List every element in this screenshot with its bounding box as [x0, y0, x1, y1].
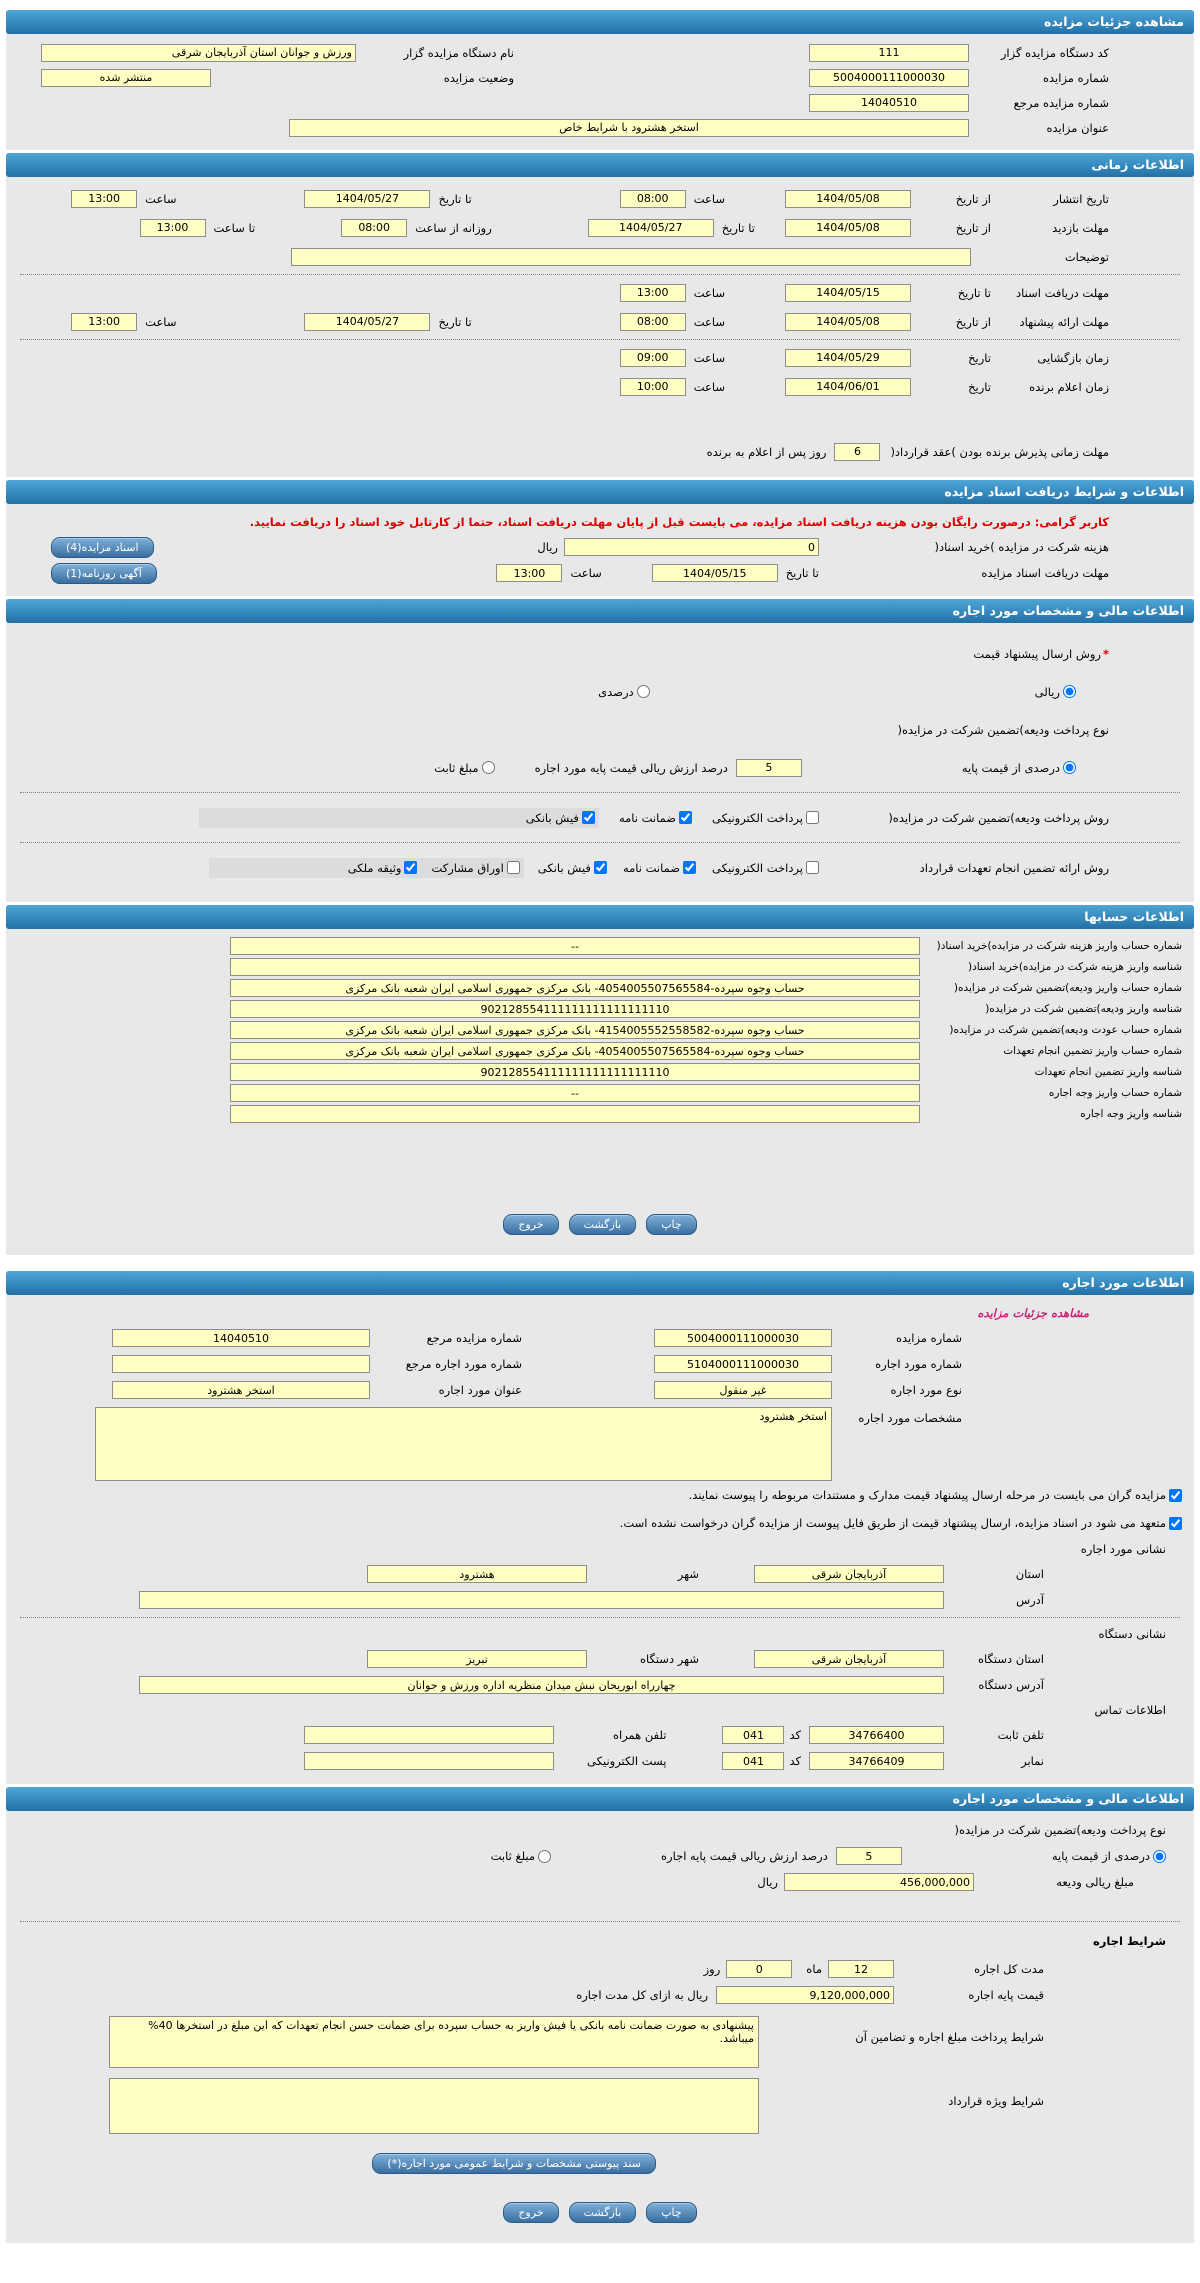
- doc-deadline-label: مهلت دریافت اسناد: [1016, 285, 1109, 300]
- dotted-separator: [20, 1921, 1180, 1922]
- offer-deadline-label: مهلت ارائه پیشنهاد: [1019, 314, 1109, 329]
- agency-address-heading: نشانی دستگاه: [1098, 1627, 1166, 1641]
- to-date-label: تا تاریخ: [957, 285, 991, 300]
- section-financial-info: [6, 599, 1194, 902]
- item-address-heading-row: [6, 1537, 1194, 1561]
- deposit-method-chip: [199, 808, 599, 828]
- doc-receive-deadline-date-input[interactable]: [652, 564, 778, 582]
- opening-time-input[interactable]: [620, 349, 686, 367]
- dotted-separator: [20, 339, 1180, 340]
- agency-city-input[interactable]: [367, 1650, 587, 1668]
- hour-label: ساعت: [145, 191, 177, 206]
- guarantee-method-row: [6, 854, 1194, 881]
- visit-to-date-input[interactable]: [588, 219, 714, 237]
- city-label: شهر: [677, 1567, 699, 1581]
- rental-conditions-heading-row: [6, 1926, 1194, 1956]
- section-rental-financial: [6, 1787, 1194, 2243]
- agency-name-label: نام دستگاه مزایده گزار: [403, 45, 514, 60]
- notes-row: [6, 243, 1194, 270]
- from-date-label: از تاریخ: [955, 220, 991, 235]
- actions-row: [6, 1202, 1194, 1245]
- account-row-label: شماره حساب واریز وجه اجاره: [1048, 1087, 1182, 1099]
- send-method-label-row: [6, 640, 1194, 667]
- auction-title-row: [6, 115, 1194, 140]
- attachment-row: [6, 2150, 1194, 2176]
- account-row: [6, 1104, 1194, 1124]
- view-auction-details-link-row: [6, 1301, 1194, 1325]
- date-label: تاریخ: [968, 350, 991, 365]
- agency-row: [6, 40, 1194, 65]
- duration-months-input[interactable]: [828, 1960, 894, 1978]
- deposit-amount-label: مبلغ ریالی ودیعه: [1056, 1875, 1134, 1889]
- deposit-type-options-row: [6, 754, 1194, 781]
- visit-deadline-label: مهلت بازدید: [1052, 220, 1109, 235]
- epay-checkbox[interactable]: [806, 861, 819, 874]
- special-terms-textarea[interactable]: [109, 2078, 759, 2134]
- agency-code-input[interactable]: [809, 44, 969, 62]
- percent-option-label: درصدی: [598, 684, 634, 699]
- section-header-timing: اطلاعات زمانی: [6, 153, 1194, 177]
- hour-label: ساعت: [693, 314, 725, 329]
- payment-terms-label: شرایط پرداخت مبلغ اجاره و تضامین آن: [855, 2030, 1044, 2044]
- deposit-type-label-row: [6, 1817, 1194, 1843]
- rental-item-no-row: [6, 1351, 1194, 1377]
- auction-ref-label: شماره مزایده مرجع: [1013, 95, 1109, 110]
- mobile-label: تلفن همراه: [612, 1728, 667, 1742]
- rental-item-spec-textarea[interactable]: [95, 1407, 832, 1481]
- notes-label: توضیحات: [1064, 249, 1109, 264]
- rial-radio[interactable]: [1063, 685, 1076, 698]
- special-terms-label: شرایط ویژه قرارداد: [948, 2094, 1044, 2108]
- duration-days-input[interactable]: [726, 1960, 792, 1978]
- rental-item-no-input[interactable]: [654, 1355, 832, 1373]
- account-row: [6, 936, 1194, 956]
- rental-item-type-row: [6, 1377, 1194, 1403]
- visit-from-time-input[interactable]: [341, 219, 407, 237]
- deposit-type-label: نوع پرداخت ودیعه)تضمین شرکت در مزایده(: [954, 1823, 1166, 1837]
- deposit-percent-suffix: درصد ارزش ریالی قیمت پایه مورد اجاره: [534, 760, 728, 775]
- rial-label: ریال: [757, 1875, 778, 1889]
- acceptance-deadline-label: مهلت زمانی پذیرش برنده بودن )عقد قرارداد(: [890, 444, 1109, 459]
- guarantee-method-guarantee-letter[interactable]: [623, 861, 696, 875]
- account-row-label: شناسه واریز هزینه شرکت در مزایده)خرید اسناد(: [967, 961, 1182, 973]
- bonds-checkbox[interactable]: [507, 861, 520, 874]
- acceptance-days-input[interactable]: [834, 443, 880, 461]
- auction-no-row: [6, 65, 1194, 90]
- print-button[interactable]: چاپ: [646, 1214, 697, 1235]
- account-row: [6, 1083, 1194, 1103]
- bank-slip-label: فیش بانکی: [537, 860, 591, 875]
- section-header-doc-conditions: اطلاعات و شرایط دریافت اسناد مزایده: [6, 480, 1194, 504]
- fixed-amount-label: مبلغ ثابت: [434, 760, 479, 775]
- phone-code-input[interactable]: [722, 1726, 784, 1744]
- section-header-financial-info: اطلاعات مالی و مشخصات مورد اجاره: [6, 599, 1194, 623]
- dotted-separator: [20, 792, 1180, 793]
- opening-time-label: زمان بازگشایی: [1037, 350, 1109, 365]
- visit-from-date-input[interactable]: [785, 219, 911, 237]
- city-input[interactable]: [367, 1565, 587, 1583]
- base-price-input[interactable]: [716, 1986, 894, 2004]
- deposit-type-label: نوع پرداخت ودیعه)تضمین شرکت در مزایده(: [897, 722, 1109, 737]
- hour-label: ساعت: [693, 350, 725, 365]
- deposit-id-input[interactable]: [230, 1000, 920, 1018]
- section-accounts: [6, 905, 1194, 1255]
- doc-receive-deadline-time-input[interactable]: [496, 564, 562, 582]
- opening-date-input[interactable]: [785, 349, 911, 367]
- to-hour-label: تا ساعت: [213, 220, 256, 235]
- section-header-accounts: اطلاعات حسابها: [6, 905, 1194, 929]
- fee-deposit-account-input[interactable]: [230, 937, 920, 955]
- publish-to-date-input[interactable]: [304, 190, 430, 208]
- section-header-rental-item: اطلاعات مورد اجاره: [6, 1271, 1194, 1295]
- deposit-type-options-row: [6, 1843, 1194, 1869]
- no-file-note-text: متعهد می شود در اسناد مزایده، ارسال پیشنهاد قیمت از طریق فایل پیوست از مزایده گران درخواست نشده است.: [619, 1516, 1166, 1530]
- auction-no-label: شماره مزایده: [1043, 70, 1109, 85]
- contact-heading-row: [6, 1698, 1194, 1722]
- auction-documents-button[interactable]: اسناد مزایده(4): [51, 537, 154, 558]
- auction-title-label: عنوان مزایده: [1046, 120, 1109, 135]
- auction-status-label: وضعیت مزایده: [443, 70, 514, 85]
- percent-of-base-label: درصدی از قیمت پایه: [1051, 1849, 1150, 1863]
- free-docs-warning-text: کاربر گرامی: درصورت رایگان بودن هزینه دریافت اسناد مزایده، می بایست قبل از پایان مهلت دریافت اسناد، حتما از کارتابل خود اسناد را دریافت نمایید.: [249, 515, 1109, 529]
- account-row-label: شماره حساب واریز هزینه شرکت در مزایده)خرید اسناد(: [936, 940, 1182, 952]
- agency-province-label: استان دستگاه: [977, 1652, 1044, 1666]
- address-input[interactable]: [139, 1591, 944, 1609]
- no-file-note-row: [6, 1509, 1194, 1537]
- rental-auction-no-row: [6, 1325, 1194, 1351]
- deposit-method-label: روش پرداخت ودیعه)تضمین شرکت در مزایده(: [888, 810, 1109, 825]
- deposit-account-input[interactable]: [230, 979, 920, 997]
- deposit-method-row: [6, 804, 1194, 831]
- attach-docs-note-row: [6, 1481, 1194, 1509]
- print-button[interactable]: چاپ: [646, 2202, 697, 2223]
- winner-announce-label: زمان اعلام برنده: [1029, 379, 1109, 394]
- bank-slip-label: فیش بانکی: [525, 810, 579, 825]
- item-province-city-row: [6, 1561, 1194, 1587]
- guarantee-method-bank-slip[interactable]: [538, 861, 607, 875]
- rental-item-type-label: نوع مورد اجاره: [890, 1383, 962, 1397]
- rental-item-type-input[interactable]: [654, 1381, 832, 1399]
- acceptance-deadline-suffix: روز پس از اعلام به برنده: [706, 444, 827, 459]
- winner-time-input[interactable]: [620, 378, 686, 396]
- percent-of-base-option[interactable]: [962, 761, 1076, 775]
- publish-date-row: [6, 185, 1194, 212]
- phone-label: تلفن ثابت: [997, 1728, 1044, 1742]
- publish-from-time-input[interactable]: [620, 190, 686, 208]
- exit-button[interactable]: خروج: [503, 1214, 558, 1235]
- base-price-row: [6, 1982, 1194, 2008]
- to-date-label: تا تاریخ: [785, 566, 819, 580]
- publish-from-date-input[interactable]: [785, 190, 911, 208]
- account-row-label: شماره حساب عودت ودیعه)تضمین شرکت در مزایده(: [949, 1024, 1182, 1036]
- agency-address-label: آدرس دستگاه: [978, 1678, 1044, 1692]
- newspaper-ad-button[interactable]: آگهی روزنامه(1): [51, 563, 157, 584]
- obligation-guarantee-account-input[interactable]: [230, 1042, 920, 1060]
- dotted-separator: [20, 1617, 1180, 1618]
- to-date-label: تا تاریخ: [721, 220, 755, 235]
- rental-item-ref-label: شماره مورد اجاره مرجع: [405, 1357, 522, 1371]
- deposit-percent-input[interactable]: [836, 1847, 902, 1865]
- attach-docs-checkbox[interactable]: [1169, 1489, 1182, 1502]
- deposit-refund-account-input[interactable]: [230, 1021, 920, 1039]
- agency-code-label: کد دستگاه مزایده گزار: [1000, 45, 1109, 60]
- rental-auction-no-input[interactable]: [654, 1329, 832, 1347]
- warning-row: [6, 510, 1194, 534]
- fax-label: نمابر: [1021, 1754, 1044, 1768]
- participation-fee-input[interactable]: [564, 538, 819, 556]
- percent-radio[interactable]: [637, 685, 650, 698]
- guarantee-method-chip: [209, 858, 524, 878]
- special-terms-row: [6, 2078, 1194, 2134]
- hour-label: ساعت: [693, 285, 725, 300]
- percent-of-base-label: درصدی از قیمت پایه: [961, 760, 1060, 775]
- from-date-label: از تاریخ: [955, 314, 991, 329]
- auction-title-input[interactable]: [289, 119, 969, 137]
- fax-input[interactable]: [809, 1752, 944, 1770]
- fixed-amount-option[interactable]: [434, 761, 494, 775]
- code-label: کد: [789, 1728, 801, 1742]
- rial-option[interactable]: [1035, 685, 1076, 699]
- percent-of-base-radio[interactable]: [1063, 761, 1076, 774]
- rental-duration-row: [6, 1956, 1194, 1982]
- fax-row: [6, 1748, 1194, 1774]
- obligation-guarantee-id-input[interactable]: [230, 1063, 920, 1081]
- offer-to-date-input[interactable]: [304, 313, 430, 331]
- rental-duration-label: مدت کل اجاره: [974, 1962, 1044, 1976]
- winner-date-input[interactable]: [785, 378, 911, 396]
- guarantee-method-label: روش ارائه تضمین انجام تعهدات قرارداد: [919, 860, 1109, 875]
- section-auction-details: [6, 10, 1194, 150]
- epay-label: پرداخت الکترونیکی: [712, 860, 803, 875]
- to-date-label: تا تاریخ: [438, 314, 472, 329]
- payment-terms-row: [6, 2016, 1194, 2068]
- bonds-label: اوراق مشارکت: [431, 860, 504, 875]
- deposit-amount-input[interactable]: [784, 1873, 974, 1891]
- agency-city-label: شهر دستگاه: [639, 1652, 699, 1666]
- rental-item-spec-label: مشخصات مورد اجاره: [858, 1411, 962, 1425]
- fixed-amount-radio[interactable]: [538, 1850, 551, 1863]
- offer-from-date-input[interactable]: [785, 313, 911, 331]
- auction-status-input[interactable]: [41, 69, 211, 87]
- hour-label: ساعت: [693, 191, 725, 206]
- attach-docs-note-text: مزایده گران می بایست در مرحله ارسال پیشنهاد قیمت مدارک و مستندات مربوطه را پیوست نمایند.: [688, 1488, 1166, 1502]
- rental-auction-no-label: شماره مزایده: [896, 1331, 962, 1345]
- account-row-label: شناسه واریز وجه اجاره: [1080, 1108, 1182, 1120]
- percent-of-base-radio[interactable]: [1153, 1850, 1166, 1863]
- base-price-suffix: ریال به ازای کل مدت اجاره: [576, 1988, 708, 2002]
- guarantee-method-property-collateral[interactable]: [348, 861, 418, 875]
- doc-deadline-row: [6, 279, 1194, 306]
- phone-row: [6, 1722, 1194, 1748]
- contact-heading: اطلاعات تماس: [1094, 1703, 1166, 1717]
- agency-province-input[interactable]: [754, 1650, 944, 1668]
- offer-to-time-input[interactable]: [71, 313, 137, 331]
- rental-auction-ref-input[interactable]: [112, 1329, 370, 1347]
- email-label: پست الکترونیکی: [587, 1754, 667, 1768]
- month-unit-label: ماه: [806, 1962, 822, 1976]
- required-asterisk: *: [1102, 646, 1109, 661]
- doc-receive-deadline-row: [6, 560, 1194, 586]
- to-date-label: تا تاریخ: [438, 191, 472, 206]
- rental-item-title-input[interactable]: [112, 1381, 370, 1399]
- account-row: [6, 1062, 1194, 1082]
- rial-option-label: ریالی: [1034, 684, 1060, 699]
- doc-deadline-time-input[interactable]: [620, 284, 686, 302]
- rental-item-ref-input[interactable]: [112, 1355, 370, 1373]
- rental-item-no-label: شماره مورد اجاره: [875, 1357, 962, 1371]
- daily-from-hour-label: روزانه از ساعت: [415, 220, 492, 235]
- account-row-label: شناسه واریز ودیعه)تضمین شرکت در مزایده(: [985, 1003, 1182, 1015]
- bank-slip-checkbox[interactable]: [582, 811, 595, 824]
- send-method-options-row: [6, 678, 1194, 705]
- base-price-label: قیمت پایه اجاره: [968, 1988, 1044, 2002]
- deposit-percent-suffix: درصد ارزش ریالی قیمت پایه اجاره: [661, 1849, 828, 1863]
- guarantee-letter-checkbox[interactable]: [683, 861, 696, 874]
- doc-receive-deadline-label: مهلت دریافت اسناد مزایده: [981, 566, 1109, 580]
- view-auction-details-link[interactable]: مشاهده جزئیات مزایده: [977, 1306, 1089, 1320]
- guarantee-letter-checkbox[interactable]: [679, 811, 692, 824]
- hour-label: ساعت: [693, 379, 725, 394]
- visit-deadline-row: [6, 214, 1194, 241]
- acceptance-deadline-row: [6, 438, 1194, 465]
- agency-province-city-row: [6, 1646, 1194, 1672]
- address-label: آدرس: [1016, 1593, 1044, 1607]
- agency-name-input[interactable]: [41, 44, 356, 62]
- from-date-label: از تاریخ: [955, 191, 991, 206]
- guarantee-letter-label: ضمانت نامه: [622, 860, 681, 875]
- attachment-document-button[interactable]: سند پیوستی مشخصات و شرایط عمومی مورد اجاره(*): [372, 2153, 656, 2174]
- hour-label: ساعت: [145, 314, 177, 329]
- auction-ref-row: [6, 90, 1194, 115]
- rial-label: ریال: [537, 540, 558, 554]
- fixed-amount-radio[interactable]: [482, 761, 495, 774]
- back-button[interactable]: بازگشت: [569, 2202, 637, 2223]
- epay-checkbox[interactable]: [806, 811, 819, 824]
- email-input[interactable]: [304, 1752, 554, 1770]
- rental-conditions-heading: شرایط اجاره: [1093, 1934, 1166, 1948]
- day-unit-label: روز: [703, 1962, 721, 1976]
- date-label: تاریخ: [968, 379, 991, 394]
- account-row: [6, 978, 1194, 998]
- deposit-method-guarantee-letter[interactable]: [619, 811, 692, 825]
- section-rental-item: [6, 1271, 1194, 1784]
- agency-address-heading-row: [6, 1622, 1194, 1646]
- send-method-label: روش ارسال پیشنهاد قیمت: [973, 646, 1101, 661]
- back-button[interactable]: بازگشت: [569, 1214, 637, 1235]
- participation-fee-label: هزینه شرکت در مزایده )خرید اسناد(: [934, 540, 1109, 554]
- section-doc-conditions: [6, 480, 1194, 596]
- phone-input[interactable]: [809, 1726, 944, 1744]
- mobile-input[interactable]: [304, 1726, 554, 1744]
- notes-input[interactable]: [291, 248, 971, 266]
- rent-payment-account-input[interactable]: [230, 1084, 920, 1102]
- actions-row: [6, 2190, 1194, 2233]
- deposit-method-epay[interactable]: [712, 811, 819, 825]
- rental-auction-ref-label: شماره مزایده مرجع: [426, 1331, 522, 1345]
- epay-label: پرداخت الکترونیکی: [712, 810, 803, 825]
- deposit-method-bank-slip[interactable]: [526, 811, 595, 825]
- property-collateral-label: وثیقه ملکی: [347, 860, 402, 875]
- percent-option[interactable]: [598, 685, 649, 699]
- exit-button[interactable]: خروج: [503, 2202, 558, 2223]
- opening-time-row: [6, 344, 1194, 371]
- code-label: کد: [789, 1754, 801, 1768]
- fee-deposit-id-input[interactable]: [230, 958, 920, 976]
- guarantee-method-epay[interactable]: [712, 861, 819, 875]
- account-row: [6, 957, 1194, 977]
- property-collateral-checkbox[interactable]: [404, 861, 417, 874]
- no-file-checkbox[interactable]: [1169, 1517, 1182, 1530]
- agency-address-input[interactable]: [139, 1676, 944, 1694]
- section-header-auction-details: مشاهده جزئیات مزایده: [6, 10, 1194, 34]
- item-address-heading: نشانی مورد اجاره: [1080, 1542, 1166, 1556]
- guarantee-method-bonds[interactable]: [431, 861, 519, 875]
- publish-date-label: تاریخ انتشار: [1053, 191, 1109, 206]
- fixed-amount-option[interactable]: [491, 1849, 551, 1863]
- account-row: [6, 1020, 1194, 1040]
- attach-docs-note-option[interactable]: [689, 1488, 1182, 1502]
- fax-code-input[interactable]: [722, 1752, 784, 1770]
- offer-from-time-input[interactable]: [620, 313, 686, 331]
- account-row: [6, 1041, 1194, 1061]
- payment-terms-textarea[interactable]: [109, 2016, 759, 2068]
- province-input[interactable]: [754, 1565, 944, 1583]
- account-row: [6, 999, 1194, 1019]
- deposit-percent-input[interactable]: [736, 759, 802, 777]
- dotted-separator: [20, 842, 1180, 843]
- agency-address-row: [6, 1672, 1194, 1698]
- hour-label: ساعت: [570, 566, 602, 580]
- visit-to-time-input[interactable]: [140, 219, 206, 237]
- winner-announce-row: [6, 373, 1194, 400]
- province-label: استان: [1015, 1567, 1044, 1581]
- section-header-rental-financial: اطلاعات مالی و مشخصات مورد اجاره: [6, 1787, 1194, 1811]
- rental-item-spec-row: [6, 1407, 1194, 1481]
- item-address-row: [6, 1587, 1194, 1613]
- fixed-amount-label: مبلغ ثابت: [490, 1849, 536, 1863]
- rent-payment-id-input[interactable]: [230, 1105, 920, 1123]
- dotted-separator: [20, 274, 1180, 275]
- publish-to-time-input[interactable]: [71, 190, 137, 208]
- deposit-amount-row: [6, 1869, 1194, 1895]
- guarantee-letter-label: ضمانت نامه: [618, 810, 677, 825]
- section-timing: [6, 153, 1194, 477]
- percent-of-base-option[interactable]: [1052, 1849, 1166, 1863]
- account-row-label: شماره حساب واریز تضمین انجام تعهدات: [1003, 1045, 1182, 1057]
- account-row-label: شناسه واریز تضمین انجام تعهدات: [1034, 1066, 1182, 1078]
- deposit-type-label-row: [6, 716, 1194, 743]
- bank-slip-checkbox[interactable]: [594, 861, 607, 874]
- doc-deadline-date-input[interactable]: [785, 284, 911, 302]
- no-file-note-option[interactable]: [620, 1516, 1182, 1530]
- offer-deadline-row: [6, 308, 1194, 335]
- rental-item-title-label: عنوان مورد اجاره: [438, 1383, 522, 1397]
- auction-no-input[interactable]: [809, 69, 969, 87]
- participation-fee-row: [6, 534, 1194, 560]
- auction-ref-input[interactable]: [809, 94, 969, 112]
- account-row-label: شماره حساب واریز ودیعه)تضمین شرکت در مزایده(: [953, 982, 1182, 994]
